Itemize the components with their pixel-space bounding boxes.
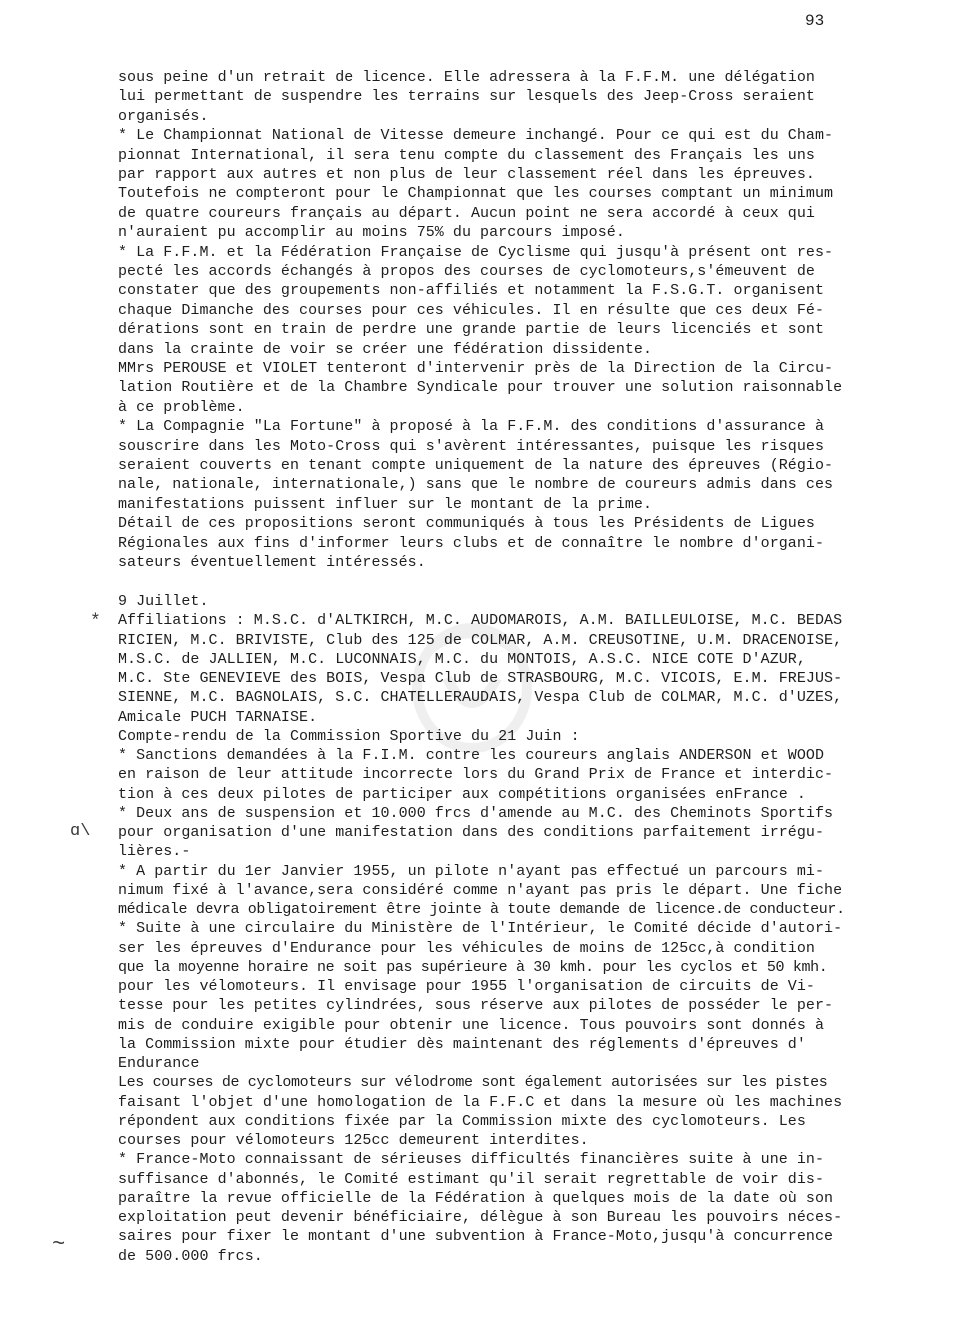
- text-line: * Sanctions demandées à la F.I.M. contre les coureurs anglais ANDERSON et WOOD: [118, 747, 825, 764]
- margin-annotation-alpha: ɑ\: [70, 822, 91, 841]
- text-line: par rapport aux autres et non plus de leur classement réel dans les épreuves.: [118, 166, 815, 183]
- text-line: M.S.C. de JALLIEN, M.C. LUCONNAIS, M.C. du MONTOIS, A.S.C. NICE COTE D'AZUR,: [118, 650, 806, 668]
- text-line: nimum fixé à l'avance,sera considéré comme n'ayant pas pris le départ. Une fiche: [118, 881, 843, 899]
- text-line: Détail de ces propositions seront communiqués à tous les Présidents de Ligues: [118, 515, 815, 533]
- page-number: 93: [805, 12, 825, 30]
- text-line: * France-Moto connaissant de sérieuses difficultés financières suite à une in-: [118, 1151, 825, 1169]
- text-line: saires pour fixer le montant d'une subvention à France-Moto,jusqu'à concurrence: [118, 1228, 834, 1246]
- text-line: M.C. Ste GENEVIEVE des BOIS, Vespa Club de STRASBOURG, M.C. VICOIS, E.M. FREJUS-: [118, 670, 843, 687]
- text-line: lation Routière et de la Chambre Syndicale pour trouver une solution raisonnable: [118, 379, 843, 397]
- text-line: Affiliations : M.S.C. d'ALTKIRCH, M.C. AUDOMAROIS, A.M. BAILLEULOISE, M.C. BEDAS: [118, 612, 843, 630]
- text-line: souscrire dans les Moto-Cross qui s'avèrent intéressantes, puisque les risques: [118, 437, 825, 455]
- text-line: de quatre coureurs français au départ. Aucun point ne sera accordé à ceux qui: [118, 204, 815, 222]
- text-line: pour les vélomoteurs. Il envisage pour 1955 l'organisation de circuits de Vi-: [118, 978, 815, 995]
- text-line: sous peine d'un retrait de licence. Elle adressera à la F.F.M. une délégation: [118, 69, 815, 86]
- text-line: constater que des groupements non-affiliés et notamment la F.S.G.T. organisent: [118, 282, 825, 300]
- text-line: Compte-rendu de la Commission Sportive du 21 Juin :: [118, 727, 580, 745]
- text-line: 9 Juillet.: [118, 593, 209, 610]
- text-line: Les courses de cyclomoteurs sur vélodrome sont également autorisées sur les pistes: [118, 1074, 828, 1092]
- text-line: faisant l'objet d'une homologation de la F.F.C et dans la mesure où les machines: [118, 1093, 843, 1111]
- text-line: Toutefois ne compteront pour le Championnat que les courses comptant un minimum: [118, 185, 834, 203]
- text-line: ser les épreuves d'Endurance pour les véhicules de moins de 125cc,à condition: [118, 939, 815, 957]
- text-line: MMrs PEROUSE et VIOLET tenteront d'intervenir près de la Direction de la Circu-: [118, 360, 834, 377]
- text-line: paraître la revue officielle de la Fédération à quelques mois de la date où son: [118, 1189, 834, 1207]
- text-line: Endurance: [118, 1055, 200, 1072]
- text-line: organisés.: [118, 107, 209, 125]
- margin-star-affiliations: *: [90, 612, 101, 632]
- text-line: médicale devra obligatoirement être jointe à toute demande de licence.de conducteur.: [118, 901, 845, 918]
- text-line: * Le Championnat National de Vitesse demeure inchangé. Pour ce qui est du Cham-: [118, 127, 834, 145]
- text-line: SIENNE, M.C. BAGNOLAIS, S.C. CHATELLERAUDAIS, Vespa Club de COLMAR, M.C. d'UZES,: [118, 689, 843, 707]
- text-line: * Deux ans de suspension et 10.000 frcs d'amende au M.C. des Cheminots Sportifs: [118, 804, 834, 822]
- text-line: exploitation peut devenir bénéficiaire, délègue à son Bureau les pouvoirs néces-: [118, 1209, 843, 1226]
- text-line: suffisance d'abonnés, le Comité estimant qu'il serait regrettable de voir dis-: [118, 1170, 825, 1188]
- text-line: dérations sont en train de perdre une grande partie de leurs licenciés et sont: [118, 321, 825, 339]
- text-line: à ce problème.: [118, 398, 245, 416]
- text-line: mis de conduire exigible pour obtenir une licence. Tous pouvoirs sont donnés à: [118, 1016, 825, 1034]
- text-line: courses pour vélomoteurs 125cc demeurent interdites.: [118, 1132, 589, 1149]
- text-line: * La F.F.M. et la Fédération Française de Cyclisme qui jusqu'à présent ont res-: [118, 243, 834, 261]
- margin-annotation-squiggle: ~: [52, 1232, 66, 1257]
- text-line: pecté les accords échangés à propos des courses de cyclomoteurs,s'émeuvent de: [118, 263, 815, 280]
- text-line: * Suite à une circulaire du Ministère de l'Intérieur, le Comité décide d'autori-: [118, 920, 843, 938]
- text-line: lières.-: [118, 843, 191, 861]
- text-line: manifestations puissent influer sur le montant de la prime.: [118, 495, 653, 513]
- text-line: chaque Dimanche des courses pour ces véhicules. Il en résulte que ces deux Fé-: [118, 301, 825, 319]
- text-line: tion à ces deux pilotes de participer aux compétitions organisées enFrance .: [118, 785, 806, 803]
- text-line: * La Compagnie "La Fortune" à proposé à la F.F.M. des conditions d'assurance à: [118, 418, 825, 436]
- text-line: pionnat International, il sera tenu compte du classement des Français les uns: [118, 146, 815, 164]
- text-line: pour organisation d'une manifestation dans des conditions parfaitement irrégu-: [118, 824, 825, 841]
- text-line: Régionales aux fins d'informer leurs clubs et de connaître le nombre d'organi-: [118, 534, 825, 552]
- text-line: Amicale PUCH TARNAISE.: [118, 708, 318, 726]
- text-line: que la moyenne horaire ne soit pas supérieure à 30 kmh. pour les cyclos et 50 kmh.: [118, 958, 828, 976]
- text-line: dans la crainte de voir se créer une fédération dissidente.: [118, 340, 653, 358]
- text-line: en raison de leur attitude incorrecte lors du Grand Prix de France et interdic-: [118, 766, 834, 784]
- text-line: * A partir du 1er Janvier 1955, un pilote n'ayant pas effectué un parcours mi-: [118, 862, 825, 880]
- text-line: nale, nationale, internationale,) sans que le nombre de coureurs admis dans ces: [118, 476, 834, 494]
- text-line: lui permettant de suspendre les terrains sur lesquels des Jeep-Cross seraient: [118, 88, 815, 106]
- text-line: n'auraient pu accomplir au moins 75% du parcours imposé.: [118, 224, 625, 242]
- text-line: sateurs éventuellement intéressés.: [118, 554, 426, 571]
- text-line: tesse pour les petites cylindrées, sous réserve aux pilotes de posséder le per-: [118, 997, 834, 1015]
- text-line: seraient couverts en tenant compte uniquement de la nature des épreuves (Régio-: [118, 457, 834, 474]
- text-line: la Commission mixte pour étudier dès maintenant des réglements d'épreuves d': [118, 1035, 806, 1053]
- text-line: RICIEN, M.C. BRIVISTE, Club des 125 de COLMAR, A.M. CREUSOTINE, U.M. DRACENOISE,: [118, 631, 843, 649]
- text-line: de 500.000 frcs.: [118, 1247, 263, 1265]
- text-line: répondent aux conditions fixée par la Commission mixte des cyclomoteurs. Les: [118, 1112, 806, 1130]
